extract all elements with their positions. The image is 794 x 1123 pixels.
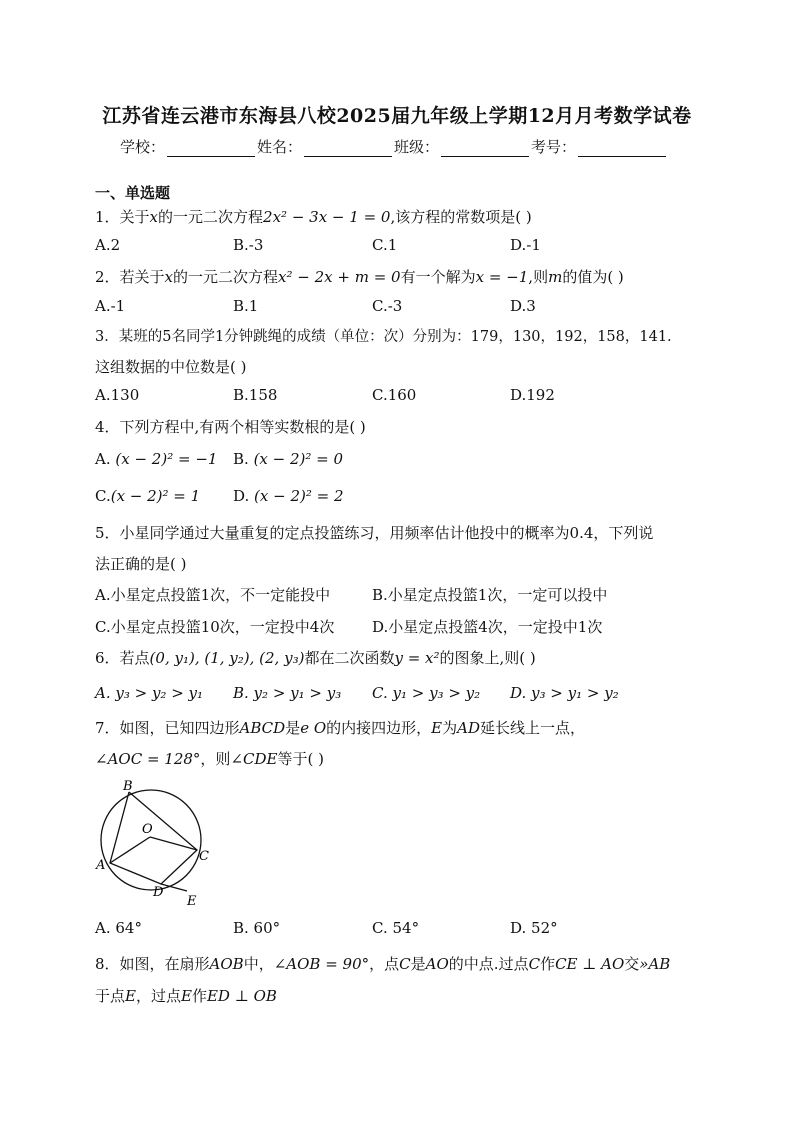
id-blank[interactable] bbox=[578, 140, 666, 157]
q7-mid2: 的内接四边形， bbox=[326, 719, 432, 737]
q8-pre: 8．如图，在扇形 bbox=[95, 955, 210, 973]
q7-e: E bbox=[431, 719, 443, 737]
q2-mid2: 有一个解为 bbox=[400, 268, 476, 286]
q8-l2-mid: ，过点 bbox=[135, 987, 181, 1005]
q4-a-label: A. bbox=[95, 450, 111, 468]
question-3-line-2: 这组数据的中位数是( ) bbox=[95, 358, 247, 376]
name-label: 姓名： bbox=[257, 138, 303, 156]
q1-equation: 2x² − 3x − 1 = 0 bbox=[263, 208, 391, 226]
q4-c-label: C. bbox=[95, 487, 111, 505]
q7-mid: 是 bbox=[285, 719, 301, 737]
q8-angle: ∠AOB = 90° bbox=[273, 955, 370, 973]
class-blank[interactable] bbox=[441, 140, 529, 157]
q7-ad: AD bbox=[457, 719, 480, 737]
q7-pre: 7．如图，已知四边形 bbox=[95, 719, 240, 737]
class-label: 班级： bbox=[394, 138, 440, 156]
q1-var: x bbox=[149, 208, 159, 226]
q8-aob: AOB bbox=[209, 955, 244, 973]
q8-mid: 中， bbox=[243, 955, 274, 973]
q1-option-d[interactable]: D.-1 bbox=[510, 236, 541, 254]
q6-option-b[interactable]: B. y₂ > y₁ > y₃ bbox=[233, 684, 342, 702]
q8-mid5: 作 bbox=[540, 955, 556, 973]
q2-pre: 2．若关于 bbox=[95, 268, 165, 286]
q7-option-c[interactable]: C. 54° bbox=[372, 919, 420, 937]
q7-angle-cde: ∠CDE bbox=[230, 750, 278, 768]
q1-post: ,该方程的常数项是( ) bbox=[390, 208, 532, 226]
q7-abcd: ABCD bbox=[239, 719, 286, 737]
fig-label-b: B bbox=[123, 779, 133, 794]
name-blank[interactable] bbox=[304, 140, 392, 157]
q5-option-a[interactable]: A.小星定点投篮1次，不一定能投中 bbox=[95, 586, 331, 604]
section-title: 一、单选题 bbox=[95, 184, 171, 202]
q2-post-pre: ,则 bbox=[528, 268, 549, 286]
q4-option-c[interactable] bbox=[95, 487, 200, 505]
question-1 bbox=[95, 206, 532, 227]
question-7-line-1 bbox=[95, 717, 585, 738]
id-label: 考号： bbox=[531, 138, 577, 156]
q2-option-c[interactable]: C.-3 bbox=[372, 297, 403, 315]
q8-l2-perp: ED ⊥ OB bbox=[206, 987, 277, 1005]
q6-post: 的图象上,则( ) bbox=[439, 649, 536, 667]
q4-option-b[interactable] bbox=[233, 450, 343, 468]
q4-b-equation: (x − 2)² = 0 bbox=[253, 450, 344, 468]
q7-figure bbox=[95, 775, 225, 915]
school-label: 学校： bbox=[120, 138, 166, 156]
fig-label-e: E bbox=[187, 894, 197, 909]
q7-angle-aoc: ∠AOC = 128° bbox=[95, 750, 201, 768]
q7-l2-post: 等于( ) bbox=[277, 750, 324, 768]
question-8-line-2 bbox=[95, 985, 277, 1006]
q4-d-label: D. bbox=[233, 487, 250, 505]
q6-mid: 都在二次函数 bbox=[304, 649, 395, 667]
q6-option-d[interactable]: D. y₃ > y₁ > y₂ bbox=[510, 684, 619, 702]
q3-option-c[interactable]: C.160 bbox=[372, 386, 417, 404]
q2-post: 的值为( ) bbox=[562, 268, 624, 286]
q2-equation: x² − 2x + m = 0 bbox=[278, 268, 401, 286]
q4-a-equation: (x − 2)² = −1 bbox=[115, 450, 218, 468]
q7-l2-mid: ，则 bbox=[200, 750, 231, 768]
q2-option-a[interactable]: A.-1 bbox=[95, 297, 126, 315]
question-7-line-2 bbox=[95, 748, 324, 769]
q8-mid3: 是 bbox=[410, 955, 426, 973]
q7-option-a[interactable]: A. 64° bbox=[95, 919, 142, 937]
question-5-line-1: 5．小星同学通过大量重复的定点投篮练习，用频率估计他投中的概率为0.4，下列说 bbox=[95, 524, 654, 542]
q8-c2: C bbox=[528, 955, 541, 973]
fig-label-c: C bbox=[199, 849, 209, 864]
q8-arc: »AB bbox=[639, 955, 671, 973]
q8-perp: CE ⊥ AO bbox=[555, 955, 625, 973]
q4-b-label: B. bbox=[233, 450, 249, 468]
q5-option-c[interactable]: C.小星定点投篮10次，一定投中4次 bbox=[95, 618, 335, 636]
question-5-line-2: 法正确的是( ) bbox=[95, 555, 187, 573]
q8-mid4: 的中点.过点 bbox=[448, 955, 529, 973]
q2-option-d[interactable]: D.3 bbox=[510, 297, 536, 315]
q2-var: x bbox=[164, 268, 174, 286]
q2-equation-2: x = −1 bbox=[475, 268, 529, 286]
q8-l2-mid2: 作 bbox=[191, 987, 207, 1005]
q8-c: C bbox=[399, 955, 411, 973]
q7-option-d[interactable]: D. 52° bbox=[510, 919, 558, 937]
q8-post: 交 bbox=[624, 955, 640, 973]
q5-option-d[interactable]: D.小星定点投篮4次，一定投中1次 bbox=[372, 618, 603, 636]
question-2 bbox=[95, 266, 624, 287]
q4-option-d[interactable] bbox=[233, 487, 344, 505]
q3-option-d[interactable]: D.192 bbox=[510, 386, 555, 404]
student-info-row bbox=[120, 136, 680, 157]
q8-l2-e2: E bbox=[180, 987, 192, 1005]
q6-points: (0, y₁), (1, y₂), (2, y₃) bbox=[149, 649, 305, 667]
q8-l2-e: E bbox=[125, 987, 136, 1005]
q6-pre: 6．若点 bbox=[95, 649, 150, 667]
question-3-line-1: 3．某班的5名同学1分钟跳绳的成绩（单位：次）分别为：179，130，192，158，141. bbox=[95, 329, 672, 345]
fig-label-d: D bbox=[153, 885, 164, 900]
q1-option-a[interactable]: A.2 bbox=[95, 236, 121, 254]
q5-option-b[interactable]: B.小星定点投篮1次，一定可以投中 bbox=[372, 586, 608, 604]
question-6 bbox=[95, 647, 536, 668]
q8-l2-pre: 于点 bbox=[95, 987, 126, 1005]
q4-option-a[interactable] bbox=[95, 450, 217, 468]
q1-option-b[interactable]: B.-3 bbox=[233, 236, 264, 254]
q7-circle: e O bbox=[300, 719, 327, 737]
q7-option-b[interactable]: B. 60° bbox=[233, 919, 281, 937]
q3-option-b[interactable]: B.158 bbox=[233, 386, 278, 404]
q7-mid3: 为 bbox=[442, 719, 458, 737]
question-8-line-1 bbox=[95, 953, 670, 974]
q3-option-a[interactable]: A.130 bbox=[95, 386, 140, 404]
q4-d-equation: (x − 2)² = 2 bbox=[254, 487, 344, 505]
q4-c-equation: (x − 2)² = 1 bbox=[110, 487, 201, 505]
q1-pre: 1．关于 bbox=[95, 208, 150, 226]
exam-title: 江苏省连云港市东海县八校2025届九年级上学期12月月考数学试卷 bbox=[102, 105, 692, 127]
q6-option-c[interactable]: C. y₁ > y₃ > y₂ bbox=[372, 684, 481, 702]
q1-mid: 的一元二次方程 bbox=[158, 208, 264, 226]
q8-ao: AO bbox=[425, 955, 449, 973]
q7-post: 延长线上一点， bbox=[480, 719, 586, 737]
q6-function: y = x² bbox=[394, 649, 440, 667]
fig-label-a: A bbox=[96, 858, 106, 873]
q6-option-a[interactable]: A. y₃ > y₂ > y₁ bbox=[95, 684, 204, 702]
question-4: 4．下列方程中,有两个相等实数根的是( ) bbox=[95, 418, 366, 436]
q2-option-b[interactable]: B.1 bbox=[233, 297, 259, 315]
q8-mid2: ，点 bbox=[369, 955, 400, 973]
q2-post-var: m bbox=[548, 268, 563, 286]
school-blank[interactable] bbox=[167, 140, 255, 157]
q2-mid: 的一元二次方程 bbox=[173, 268, 279, 286]
q1-option-c[interactable]: C.1 bbox=[372, 236, 398, 254]
fig-label-o: O bbox=[142, 822, 153, 837]
